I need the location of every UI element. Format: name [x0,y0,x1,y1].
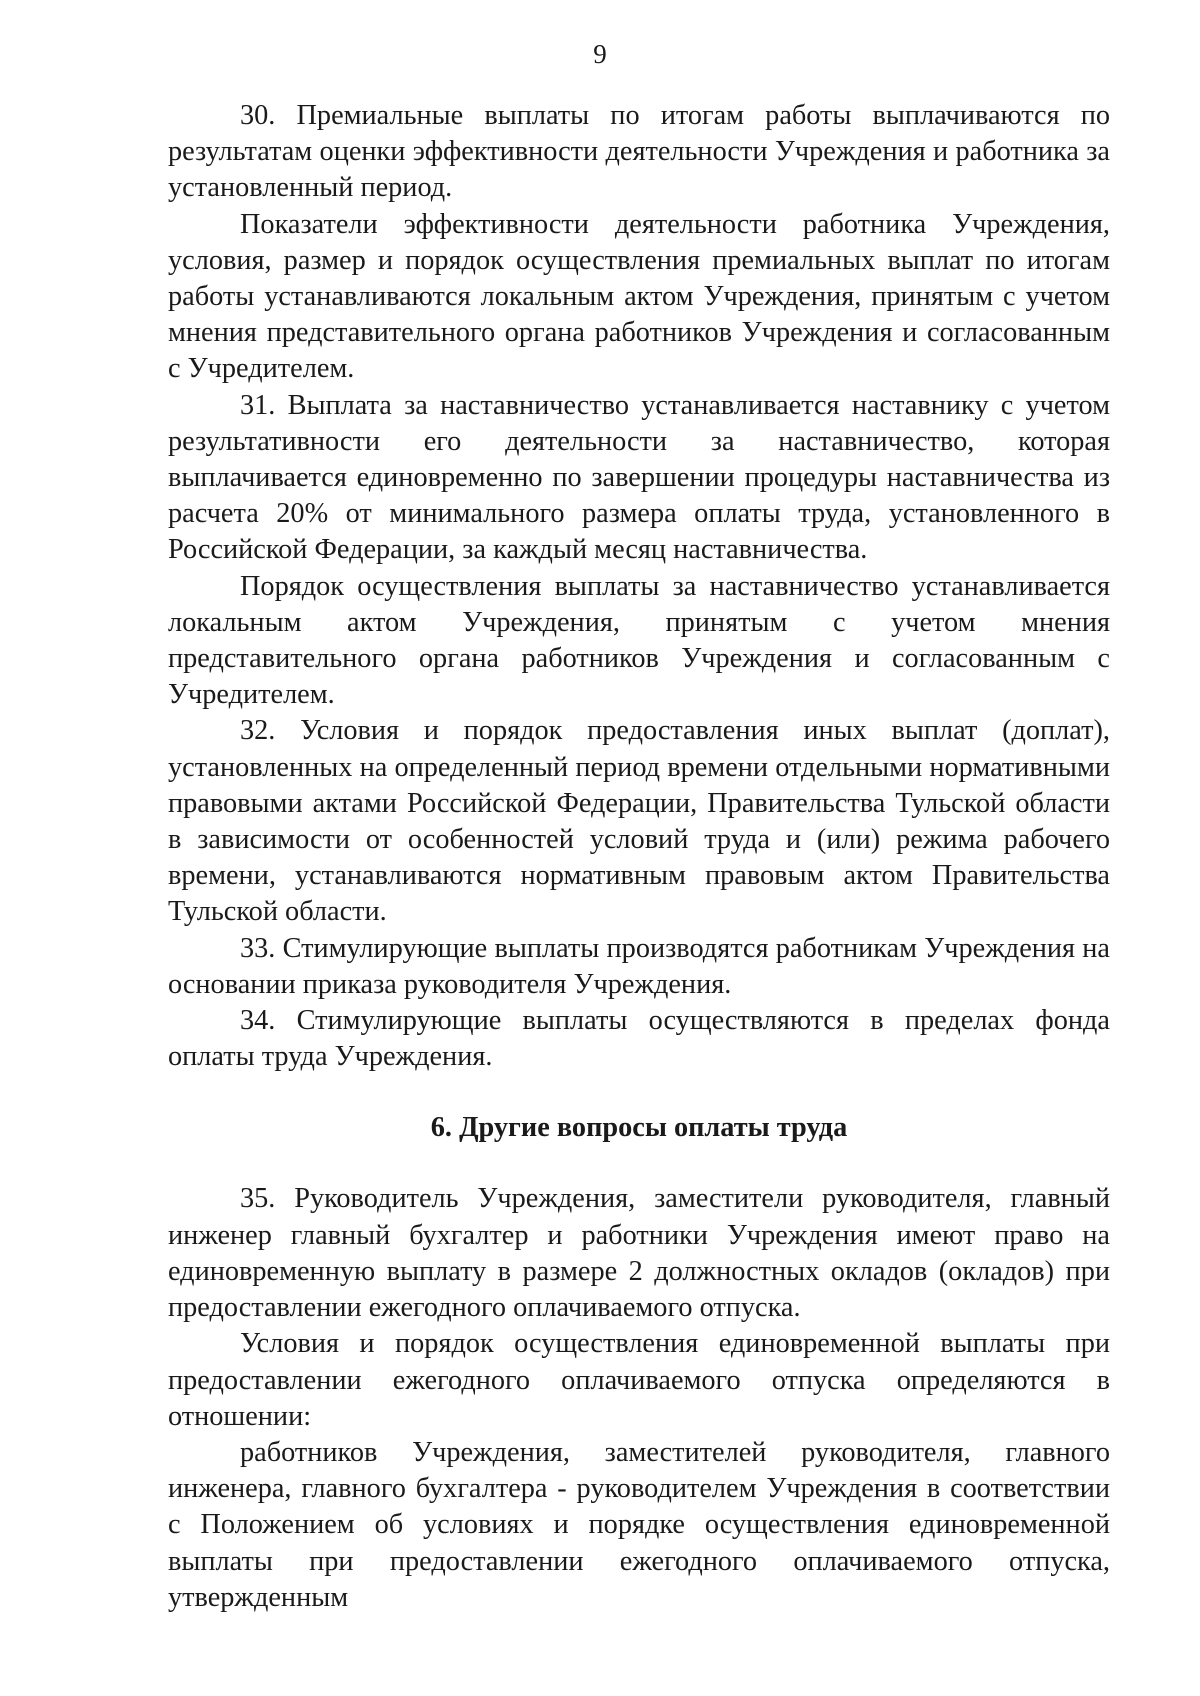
paragraph-30-indicators: Показатели эффективности деятельности работника Учреждения, условия, размер и порядок осуществления премиальных выплат по итогам работы устанавливаются локальным актом Учреждения, принятым с учетом мнения представительного органа работников Учреждения и согласованным с Учредителем. [168,208,1110,385]
paragraph-34: 34. Стимулирующие выплаты осуществляются в пределах фонда оплаты труда Учреждения. [168,1005,1110,1073]
paragraph-35-employees: работников Учреждения, заместителей руководителя, главного инженера, главного бухгалтера - руководителем Учреждения в соответствии с Положением об условиях и порядке осуществления единовременной выплаты при предоставлении ежегодного оплачиваемого отпуска, утвержденным [168,1436,1110,1613]
paragraph-35: 35. Руководитель Учреждения, заместители руководителя, главный инженер главный бухгалтер и работники Учреждения имеют право на единовременную выплату в размере 2 должностных окладов (окладов) при предоставлении ежегодного оплачиваемого отпуска. [168,1183,1110,1324]
paragraph-33: 33. Стимулирующие выплаты производятся работникам Учреждения на основании приказа руководителя Учреждения. [168,932,1110,1000]
document-body [168,98,1110,1616]
paragraph-35-conditions: Условия и порядок осуществления единовременной выплаты при предоставлении ежегодного оплачиваемого отпуска определяются в отношении: [168,1328,1110,1432]
paragraph-31-procedure: Порядок осуществления выплаты за наставничество устанавливается локальным актом Учреждения, принятым с учетом мнения представительного органа работников Учреждения и согласованным с Учредителем. [168,570,1110,711]
page-number: 9 [593,39,607,69]
paragraph-32: 32. Условия и порядок предоставления иных выплат (доплат), установленных на определенный период времени отдельными нормативными правовыми актами Российской Федерации, Правительства Тульской области в зависимости от особенностей условий труда и (или) режима рабочего времени, устанавливаются нормативным правовым актом Правительства Тульской области. [168,715,1110,928]
section-heading: 6. Другие вопросы оплаты труда [430,1112,848,1144]
paragraph-30: 30. Премиальные выплаты по итогам работы выплачиваются по результатам оценки эффективности деятельности Учреждения и работника за установленный период. [168,100,1110,204]
paragraph-31: 31. Выплата за наставничество устанавливается наставнику с учетом результативности его деятельности за наставничество, которая выплачивается единовременно по завершении процедуры наставничества из расчета 20% от минимального размера оплаты труда, установленного в Российской Федерации, за каждый месяц наставничества. [168,389,1110,566]
